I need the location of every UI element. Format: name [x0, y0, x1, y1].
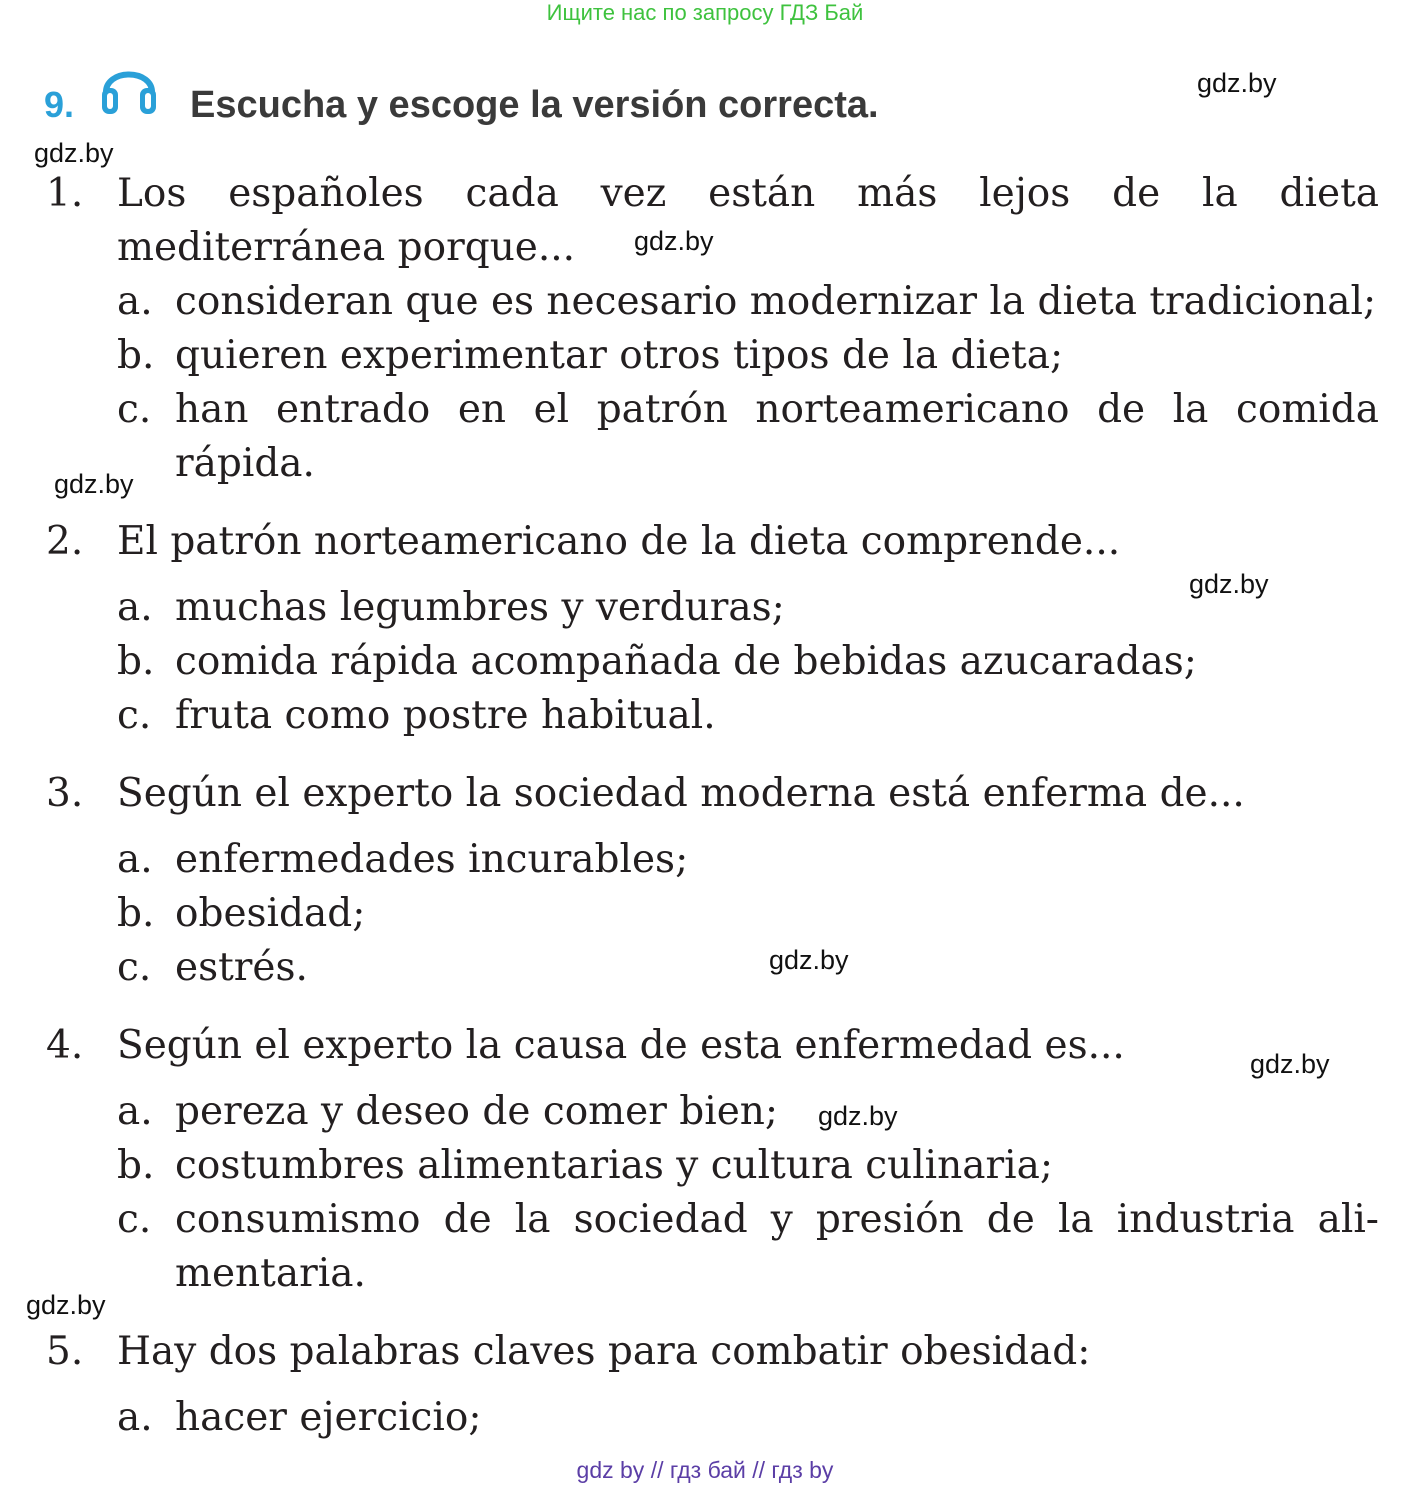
question-5-number: 5. [46, 1329, 84, 1374]
headphones-icon [98, 54, 160, 118]
question-1-text-line1: Los españoles cada vez están más lejos de la dieta [117, 171, 1379, 216]
q5-option-a: hacer ejercicio; [175, 1395, 482, 1440]
question-4-text: Según el experto la causa de esta enfermedad es... [117, 1023, 1125, 1068]
watermark: gdz.by [1250, 1049, 1330, 1079]
q2-option-a-letter: a. [117, 585, 153, 630]
watermark: gdz.by [1197, 68, 1277, 98]
q3-option-a: enfermedades incurables; [175, 837, 689, 882]
watermark: gdz.by [34, 138, 114, 168]
q4-option-b: costumbres alimentarias y cultura culinaria; [175, 1143, 1054, 1188]
question-5-text: Hay dos palabras claves para combatir obesidad: [117, 1329, 1091, 1374]
q2-option-c-letter: c. [117, 693, 152, 738]
watermark: gdz.by [1189, 569, 1269, 599]
q1-option-c-line2: rápida. [175, 441, 315, 486]
q2-option-b: comida rápida acompañada de bebidas azucaradas; [175, 639, 1197, 684]
q1-option-b: quieren experimentar otros tipos de la dieta; [175, 333, 1064, 378]
q4-option-a-letter: a. [117, 1089, 153, 1134]
exercise-title: Escucha y escoge la versión correcta. [190, 84, 879, 126]
q2-option-c: fruta como postre habitual. [175, 693, 716, 738]
footer-links: gdz by // гдз бай // гдз by [576, 1457, 834, 1483]
q3-option-b-letter: b. [117, 891, 155, 936]
top-banner: Ищите нас по запросу ГДЗ Бай [546, 0, 864, 25]
q2-option-a: muchas legumbres y verduras; [175, 585, 785, 630]
watermark: gdz.by [26, 1290, 106, 1320]
q4-option-c-line1: consumismo de la sociedad y presión de la industria ali- [175, 1197, 1379, 1242]
q1-option-b-letter: b. [117, 333, 155, 378]
q1-option-a: consideran que es necesario modernizar la dieta tradicional; [175, 279, 1377, 324]
exercise-number: 9. [44, 84, 75, 125]
q3-option-b: obesidad; [175, 891, 366, 936]
question-2-text: El patrón norteamericano de la dieta comprende... [117, 519, 1121, 564]
q1-option-c-letter: c. [117, 387, 152, 432]
q4-option-a: pereza y deseo de comer bien; [175, 1089, 779, 1134]
question-3-text: Según el experto la sociedad moderna está enferma de... [117, 771, 1245, 816]
q1-option-a-letter: a. [117, 279, 153, 324]
q1-option-c-line1: han entrado en el patrón norteamericano de la comida [175, 387, 1379, 432]
q3-option-c: estrés. [175, 945, 308, 990]
q5-option-a-letter: a. [117, 1395, 153, 1440]
watermark: gdz.by [769, 945, 849, 975]
q2-option-b-letter: b. [117, 639, 155, 684]
question-4-number: 4. [46, 1023, 84, 1068]
watermark: gdz.by [818, 1101, 898, 1131]
q4-option-c-line2: mentaria. [175, 1251, 366, 1296]
question-1-number: 1. [46, 171, 84, 216]
q4-option-b-letter: b. [117, 1143, 155, 1188]
q3-option-c-letter: c. [117, 945, 152, 990]
question-2-number: 2. [46, 519, 84, 564]
q4-option-c-letter: c. [117, 1197, 152, 1242]
question-3-number: 3. [46, 771, 84, 816]
watermark: gdz.by [54, 469, 134, 499]
question-1-text-line2: mediterránea porque... [117, 225, 576, 270]
watermark: gdz.by [634, 226, 714, 256]
q3-option-a-letter: a. [117, 837, 153, 882]
